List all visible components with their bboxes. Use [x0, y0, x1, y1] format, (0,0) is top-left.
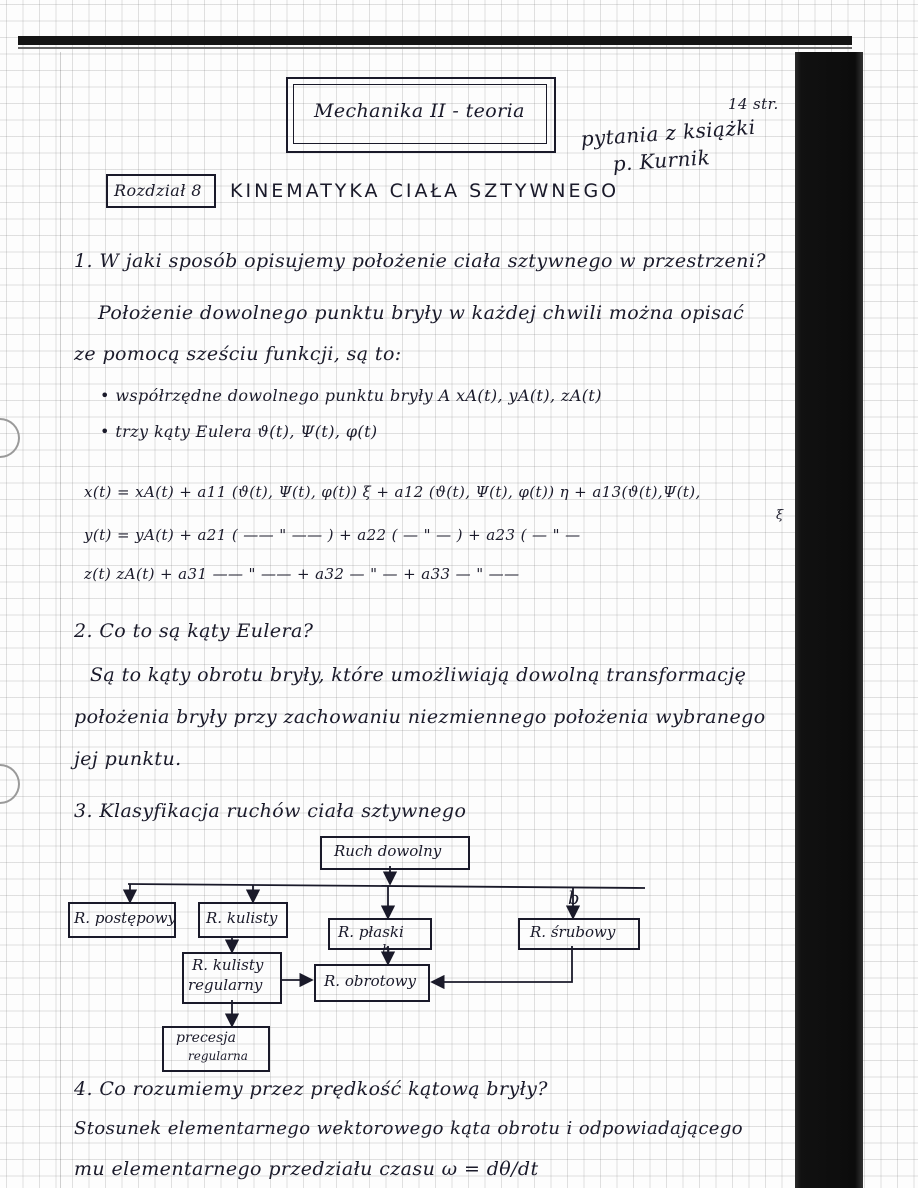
author-note: p. Kurnik — [611, 145, 711, 176]
label-precesja-line1: precesja — [176, 1030, 236, 1046]
q1-answer-line-2: ze pomocą sześciu funkcji, są to: — [74, 343, 402, 365]
annotation-b-srubowy: b — [568, 888, 580, 909]
q1-equation-y: y(t) = yA(t) + a21 ( —— " —— ) + a22 ( — " — ) + a23 ( — " — — [84, 526, 581, 544]
page-count: 14 str. — [728, 95, 779, 113]
chapter-title: KINEMATYKA CIAŁA SZTYWNEGO — [230, 180, 620, 202]
question-3: 3. Klasyfikacja ruchów ciała sztywnego — [74, 800, 467, 822]
question-4: 4. Co rozumiemy przez prędkość kątową bryły? — [74, 1078, 548, 1100]
label-kulisty-regularny-line2: regularny — [188, 976, 263, 994]
arrow-srubowy-to-obrotowy — [432, 946, 572, 982]
q4-answer-line-2: mu elementarnego przedziału czasu ω = dθ/dt — [74, 1158, 539, 1180]
q2-answer-line-3: jej punktu. — [74, 748, 182, 770]
q1-bullet-coordinates: • współrzędne dowolnego punktu bryły A xA(t), yA(t), zA(t) — [100, 386, 602, 405]
label-kulisty-regularny-line1: R. kulisty — [192, 956, 264, 974]
q2-answer-line-1: Są to kąty obrotu bryły, które umożliwiają dowolną transformację — [90, 664, 747, 686]
question-1: 1. W jaki sposób opisujemy położenie ciała sztywnego w przestrzeni? — [74, 250, 766, 272]
label-ruch-dowolny: Ruch dowolny — [334, 842, 442, 860]
page-title: Mechanika II - teoria — [314, 100, 525, 122]
annotation-b-plaski: b — [382, 943, 391, 958]
q1-equation-x-tail: ξ — [776, 508, 784, 523]
label-srubowy: R. śrubowy — [530, 923, 616, 941]
q1-answer-line-1: Położenie dowolnego punktu bryły w każdej chwili można opisać — [98, 302, 745, 324]
label-plaski: R. płaski — [338, 923, 404, 941]
question-2: 2. Co to są kąty Eulera? — [74, 620, 314, 642]
q1-equation-z: z(t) zA(t) + a31 —— " —— + a32 — " — + a33 — " —— — [84, 565, 520, 583]
source-note: pytania z książki — [579, 114, 757, 151]
label-kulisty: R. kulisty — [206, 909, 278, 927]
q4-answer-line-1: Stosunek elementarnego wektorowego kąta obrotu i odpowiadającego — [74, 1118, 744, 1139]
q1-bullet-euler-angles: • trzy kąty Eulera ϑ(t), Ψ(t), φ(t) — [100, 422, 378, 441]
label-obrotowy: R. obrotowy — [324, 972, 417, 990]
label-postepowy: R. postępowy — [74, 909, 177, 927]
q2-answer-line-2: położenia bryły przy zachowaniu niezmiennego położenia wybranego — [74, 706, 766, 728]
chapter-label: Rozdział 8 — [114, 181, 202, 200]
q1-equation-x: x(t) = xA(t) + a11 (ϑ(t), Ψ(t), φ(t)) ξ + a12 (ϑ(t), Ψ(t), φ(t)) η + a13(ϑ(t),Ψ(t), — [84, 483, 701, 501]
label-precesja-line2: regularna — [188, 1049, 248, 1063]
